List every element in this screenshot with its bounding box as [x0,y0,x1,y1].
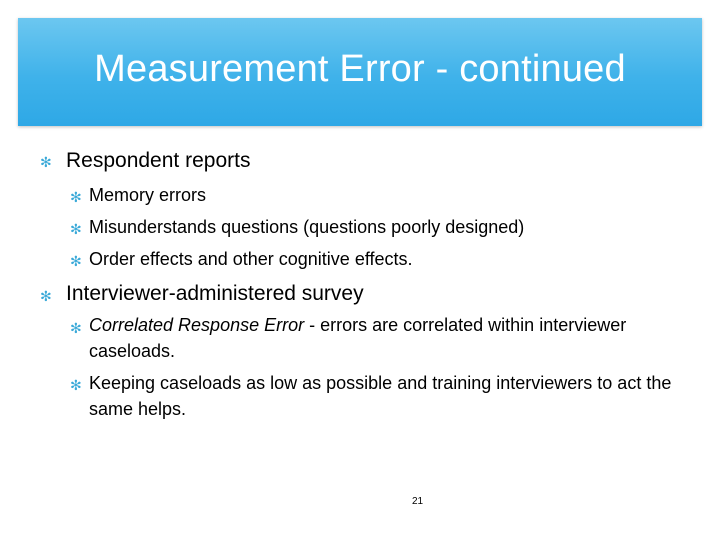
slide-title: Measurement Error - continued [94,47,626,90]
correlated-response-error-desc: - errors are correlated within interviewer caseloads. [89,315,627,361]
page-number: 21 [412,496,424,507]
bullet-icon: ✻ [40,288,52,304]
bullet-keeping-caseloads: Keeping caseloads as low as possible and training interviewers to act the same helps. [89,373,672,419]
bullet-icon: ✻ [70,377,82,393]
bullet-icon: ✻ [70,189,82,205]
bullet-respondent-reports: Respondent reports [66,149,251,172]
correlated-response-error-term: Correlated Response Error [89,315,305,335]
bullet-icon: ✻ [70,221,82,237]
bullet-misunderstands-questions: Misunderstands questions (questions poorly designed) [89,217,525,237]
bullet-icon: ✻ [40,154,52,170]
bullet-order-effects: Order effects and other cognitive effects. [89,249,413,269]
bullet-icon: ✻ [70,320,82,336]
bullet-icon: ✻ [70,253,82,269]
bullet-correlated-response-error [89,312,649,364]
bullet-memory-errors: Memory errors [89,185,207,205]
bullet-interviewer-administered: Interviewer-administered survey [66,282,364,305]
